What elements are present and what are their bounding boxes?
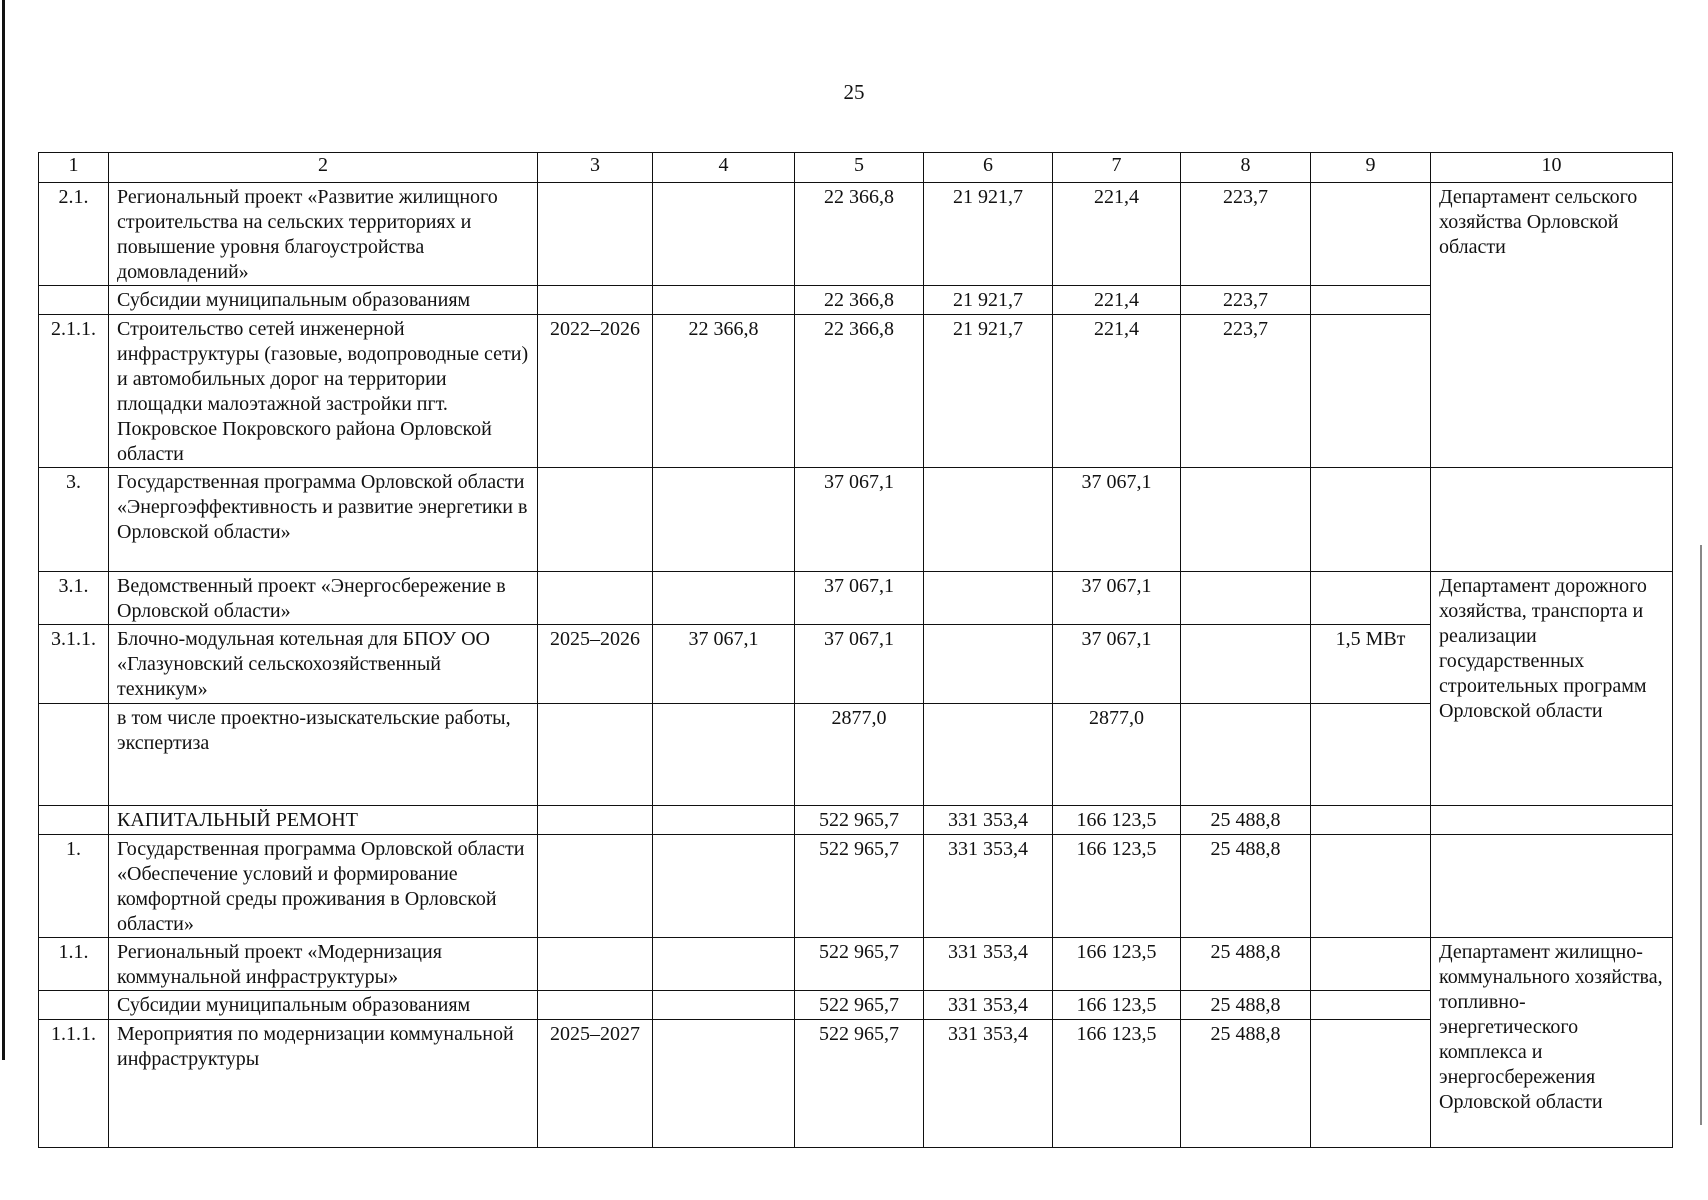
cell-col6 xyxy=(924,625,1053,704)
row-number: 1.1.1. xyxy=(39,1020,109,1148)
cell-period xyxy=(538,286,653,315)
header-cell: 8 xyxy=(1181,153,1311,183)
cell-col9: 1,5 МВт xyxy=(1311,625,1431,704)
row-name: Региональный проект «Модернизация коммунальной инфраструктуры» xyxy=(109,938,538,991)
cell-col8: 25 488,8 xyxy=(1181,1020,1311,1148)
cell-col8 xyxy=(1181,704,1311,806)
cell-period xyxy=(538,991,653,1020)
table-header-row xyxy=(39,153,1673,183)
header-cell: 3 xyxy=(538,153,653,183)
cell-col5: 522 965,7 xyxy=(795,1020,924,1148)
cell-col9 xyxy=(1311,938,1431,991)
row-name: в том числе проектно-изыскательские работы, экспертиза xyxy=(109,704,538,806)
cell-period xyxy=(538,938,653,991)
row-number xyxy=(39,704,109,806)
row-name: Строительство сетей инженерной инфраструктуры (газовые, водопроводные сети) и автомобильных дорог на территории площадки малоэтажной застройки пгт. Покровское Покровского района Орловской области xyxy=(109,315,538,468)
cell-col4 xyxy=(653,286,795,315)
cell-col4 xyxy=(653,572,795,625)
table-row xyxy=(39,625,1673,704)
right-margin-rule xyxy=(1700,545,1702,1125)
cell-period xyxy=(538,835,653,938)
cell-col5: 2877,0 xyxy=(795,704,924,806)
department-cell-empty xyxy=(1431,806,1673,835)
header-cell: 1 xyxy=(39,153,109,183)
cell-col7: 166 123,5 xyxy=(1053,938,1181,991)
row-name: Субсидии муниципальным образованиям xyxy=(109,991,538,1020)
table-row xyxy=(39,806,1673,835)
row-name: Мероприятия по модернизации коммунальной инфраструктуры xyxy=(109,1020,538,1148)
department-cell-empty xyxy=(1431,468,1673,572)
cell-col4 xyxy=(653,1020,795,1148)
cell-col9 xyxy=(1311,286,1431,315)
table-row xyxy=(39,315,1673,468)
cell-col7: 37 067,1 xyxy=(1053,572,1181,625)
cell-col7: 166 123,5 xyxy=(1053,835,1181,938)
table-row xyxy=(39,991,1673,1020)
cell-col7: 221,4 xyxy=(1053,315,1181,468)
header-cell: 2 xyxy=(109,153,538,183)
cell-col8: 25 488,8 xyxy=(1181,806,1311,835)
cell-col6: 331 353,4 xyxy=(924,1020,1053,1148)
cell-col4: 37 067,1 xyxy=(653,625,795,704)
cell-col7: 221,4 xyxy=(1053,183,1181,286)
cell-col7: 2877,0 xyxy=(1053,704,1181,806)
cell-period xyxy=(538,468,653,572)
row-name: Региональный проект «Развитие жилищного строительства на сельских территориях и повышение уровня благоустройства домовладений» xyxy=(109,183,538,286)
table-row xyxy=(39,468,1673,572)
row-name: Блочно-модульная котельная для БПОУ ОО «Глазуновский сельскохозяйственный техникум» xyxy=(109,625,538,704)
cell-col7: 166 123,5 xyxy=(1053,991,1181,1020)
cell-col4 xyxy=(653,183,795,286)
department-cell-empty xyxy=(1431,835,1673,938)
cell-col5: 522 965,7 xyxy=(795,991,924,1020)
cell-col9 xyxy=(1311,806,1431,835)
row-number: 1. xyxy=(39,835,109,938)
row-number: 3.1. xyxy=(39,572,109,625)
cell-col9 xyxy=(1311,572,1431,625)
cell-col8 xyxy=(1181,572,1311,625)
cell-col9 xyxy=(1311,315,1431,468)
cell-col8: 25 488,8 xyxy=(1181,835,1311,938)
cell-col8 xyxy=(1181,625,1311,704)
cell-col7: 166 123,5 xyxy=(1053,806,1181,835)
cell-col6: 21 921,7 xyxy=(924,286,1053,315)
table-row xyxy=(39,286,1673,315)
cell-col6: 331 353,4 xyxy=(924,835,1053,938)
department-cell: Департамент сельского хозяйства Орловской области xyxy=(1431,183,1673,468)
cell-col4 xyxy=(653,835,795,938)
cell-col8: 223,7 xyxy=(1181,183,1311,286)
row-number: 2.1.1. xyxy=(39,315,109,468)
header-cell: 10 xyxy=(1431,153,1673,183)
cell-col8 xyxy=(1181,468,1311,572)
cell-col8: 25 488,8 xyxy=(1181,991,1311,1020)
left-margin-rule xyxy=(2,0,5,1060)
cell-col5: 37 067,1 xyxy=(795,625,924,704)
row-name: Государственная программа Орловской области «Энергоэффективность и развитие энергетики в Орловской области» xyxy=(109,468,538,572)
cell-col6: 331 353,4 xyxy=(924,938,1053,991)
department-cell: Департамент жилищно-коммунального хозяйства, топливно-энергетического комплекса и энергосбережения Орловской области xyxy=(1431,938,1673,1148)
cell-col5: 37 067,1 xyxy=(795,468,924,572)
row-number xyxy=(39,286,109,315)
cell-col8: 223,7 xyxy=(1181,286,1311,315)
cell-period xyxy=(538,183,653,286)
row-number: 3.1.1. xyxy=(39,625,109,704)
table-row xyxy=(39,572,1673,625)
row-number xyxy=(39,806,109,835)
cell-col8: 223,7 xyxy=(1181,315,1311,468)
row-name: Субсидии муниципальным образованиям xyxy=(109,286,538,315)
table-row xyxy=(39,704,1673,806)
cell-col9 xyxy=(1311,835,1431,938)
cell-col7: 37 067,1 xyxy=(1053,625,1181,704)
cell-col4: 22 366,8 xyxy=(653,315,795,468)
cell-col4 xyxy=(653,991,795,1020)
cell-col4 xyxy=(653,468,795,572)
cell-period xyxy=(538,704,653,806)
row-number: 1.1. xyxy=(39,938,109,991)
cell-col8: 25 488,8 xyxy=(1181,938,1311,991)
cell-col6: 331 353,4 xyxy=(924,806,1053,835)
cell-col6 xyxy=(924,704,1053,806)
table-row xyxy=(39,1020,1673,1148)
cell-col6: 331 353,4 xyxy=(924,991,1053,1020)
budget-table xyxy=(38,152,1673,1148)
cell-col5: 22 366,8 xyxy=(795,315,924,468)
header-cell: 5 xyxy=(795,153,924,183)
row-name: КАПИТАЛЬНЫЙ РЕМОНТ xyxy=(109,806,538,835)
cell-col6: 21 921,7 xyxy=(924,183,1053,286)
cell-col5: 522 965,7 xyxy=(795,806,924,835)
cell-col5: 522 965,7 xyxy=(795,938,924,991)
cell-col5: 22 366,8 xyxy=(795,183,924,286)
cell-col5: 522 965,7 xyxy=(795,835,924,938)
table-row xyxy=(39,183,1673,286)
header-cell: 7 xyxy=(1053,153,1181,183)
cell-col9 xyxy=(1311,991,1431,1020)
cell-col9 xyxy=(1311,183,1431,286)
row-name: Государственная программа Орловской области «Обеспечение условий и формирование комфортной среды проживания в Орловской области» xyxy=(109,835,538,938)
cell-col5: 37 067,1 xyxy=(795,572,924,625)
cell-col4 xyxy=(653,806,795,835)
cell-col6: 21 921,7 xyxy=(924,315,1053,468)
row-number: 3. xyxy=(39,468,109,572)
cell-period: 2025–2026 xyxy=(538,625,653,704)
cell-period xyxy=(538,806,653,835)
cell-col6 xyxy=(924,468,1053,572)
cell-period: 2025–2027 xyxy=(538,1020,653,1148)
page-number: 25 xyxy=(843,80,865,104)
cell-col9 xyxy=(1311,1020,1431,1148)
cell-col5: 22 366,8 xyxy=(795,286,924,315)
cell-period: 2022–2026 xyxy=(538,315,653,468)
header-cell: 6 xyxy=(924,153,1053,183)
table-row xyxy=(39,938,1673,991)
cell-col7: 37 067,1 xyxy=(1053,468,1181,572)
cell-col7: 221,4 xyxy=(1053,286,1181,315)
cell-col7: 166 123,5 xyxy=(1053,1020,1181,1148)
cell-col9 xyxy=(1311,468,1431,572)
row-number xyxy=(39,991,109,1020)
cell-col9 xyxy=(1311,704,1431,806)
row-name: Ведомственный проект «Энергосбережение в Орловской области» xyxy=(109,572,538,625)
cell-col6 xyxy=(924,572,1053,625)
cell-col4 xyxy=(653,704,795,806)
department-cell: Департамент дорожного хозяйства, транспорта и реализации государственных строительных программ Орловской области xyxy=(1431,572,1673,806)
row-number: 2.1. xyxy=(39,183,109,286)
cell-period xyxy=(538,572,653,625)
cell-col4 xyxy=(653,938,795,991)
header-cell: 9 xyxy=(1311,153,1431,183)
header-cell: 4 xyxy=(653,153,795,183)
table-row xyxy=(39,835,1673,938)
